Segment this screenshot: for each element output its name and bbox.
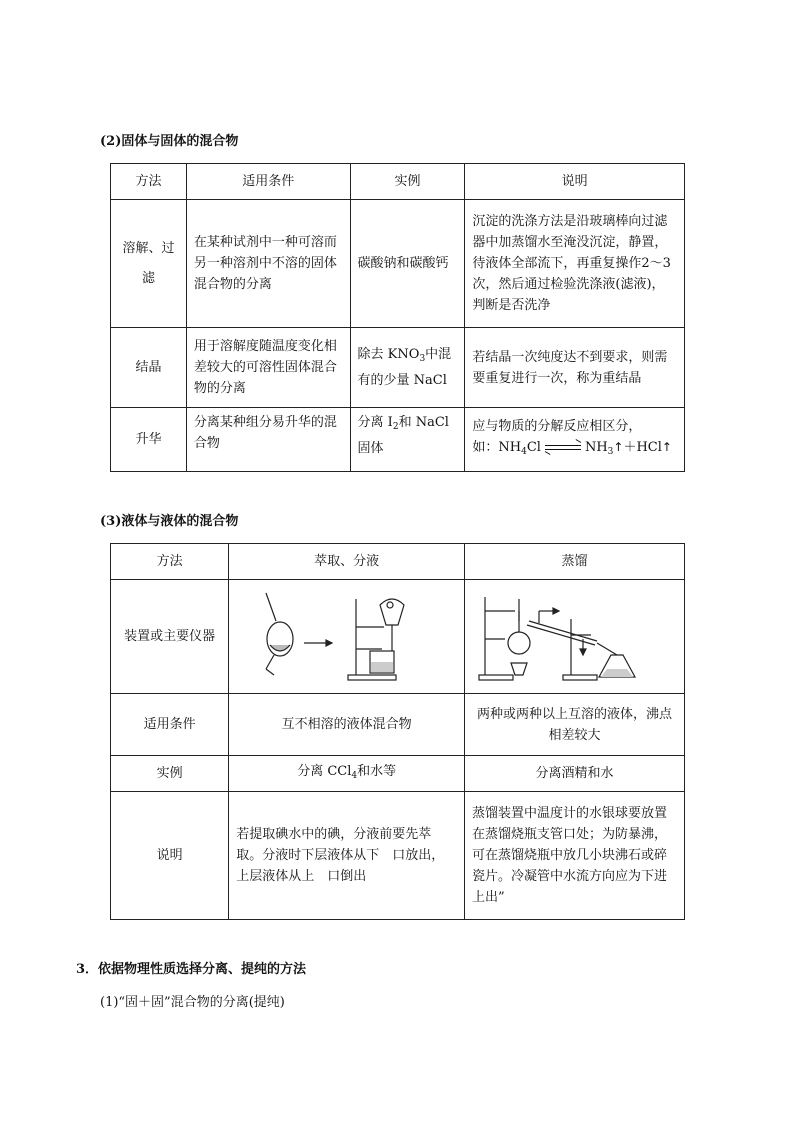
section-heading-solid-solid: (2)固体与固体的混合物 [100, 134, 239, 149]
separatory-funnel-apparatus-image [252, 589, 442, 685]
note-crystallize: 若结晶一次纯度达不到要求，则需要重复进行一次，称为重结晶 [465, 328, 685, 408]
note-label: 说明 [111, 792, 229, 920]
example-dissolve-filter: 碳酸钠和碳酸钙 [350, 200, 465, 328]
apparatus-label: 装置或主要仪器 [111, 580, 229, 694]
header-extraction: 萃取、分液 [229, 544, 465, 580]
condition-dissolve-filter: 在某种试剂中一种可溶而另一种溶剂中不溶的固体混合物的分离 [186, 200, 350, 328]
condition-distillation: 两种或两种以上互溶的液体，沸点相差较大 [465, 694, 685, 756]
note-extraction: 若提取碘水中的碘，分液前要先萃取。分液时下层液体从下 口放出，上层液体从上 口倒出 [229, 792, 465, 920]
header-method: 方法 [111, 544, 229, 580]
header-example: 实例 [350, 164, 465, 200]
example-sublimation: 分离 $I_2$和 NaCl 固体 [350, 408, 465, 472]
example-label: 实例 [111, 756, 229, 792]
liquid-liquid-table [110, 543, 685, 920]
distillation-figure [465, 580, 685, 694]
example-distillation: 分离酒精和水 [465, 756, 685, 792]
condition-crystallize: 用于溶解度随温度变化相差较大的可溶性固体混合物的分离 [186, 328, 350, 408]
method-crystallize: 结晶 [111, 328, 187, 408]
header-condition: 适用条件 [186, 164, 350, 200]
section-heading-method-choice: 3．依据物理性质选择分离、提纯的方法 [76, 962, 307, 977]
example-crystallize: 除去 $KNO_3$中混有的少量 NaCl [350, 328, 465, 408]
header-distillation: 蒸馏 [465, 544, 685, 580]
condition-sublimation: 分离某种组分易升华的混合物 [186, 408, 350, 472]
header-note: 说明 [465, 164, 685, 200]
condition-extraction: 互不相溶的液体混合物 [229, 694, 465, 756]
header-method: 方法 [111, 164, 187, 200]
distillation-apparatus-image [475, 589, 675, 685]
separatory-funnel-figure [229, 580, 465, 694]
method-sublimation: 升华 [111, 408, 187, 472]
method-dissolve-filter: 溶解、过滤 [111, 200, 187, 328]
note-sublimation: 应与物质的分解反应相区分， 如：$NH_4Cl$ $NH_3↑+HCl↑$ [465, 408, 685, 472]
note-distillation: 蒸馏装置中温度计的水银球要放置在蒸馏烧瓶支管口处；为防暴沸，可在蒸馏烧瓶中放几小块沸石或碎瓷片。冷凝管中水流方向应为下进上出” [465, 792, 685, 920]
subheading-solid-solid-separation: (1)“固＋固”混合物的分离(提纯) [100, 995, 285, 1010]
solid-solid-table [110, 163, 685, 472]
note-dissolve-filter: 沉淀的洗涤方法是沿玻璃棒向过滤器中加蒸馏水至淹没沉淀，静置，待液体全部流下，再重复操作2～3次，然后通过检验洗涤液(滤液)，判断是否洗净 [465, 200, 685, 328]
condition-label: 适用条件 [111, 694, 229, 756]
example-extraction: 分离 CCl$_4$和水等 [229, 756, 465, 792]
reversible-arrow-icon [545, 443, 581, 453]
section-heading-liquid-liquid: (3)液体与液体的混合物 [100, 514, 239, 529]
